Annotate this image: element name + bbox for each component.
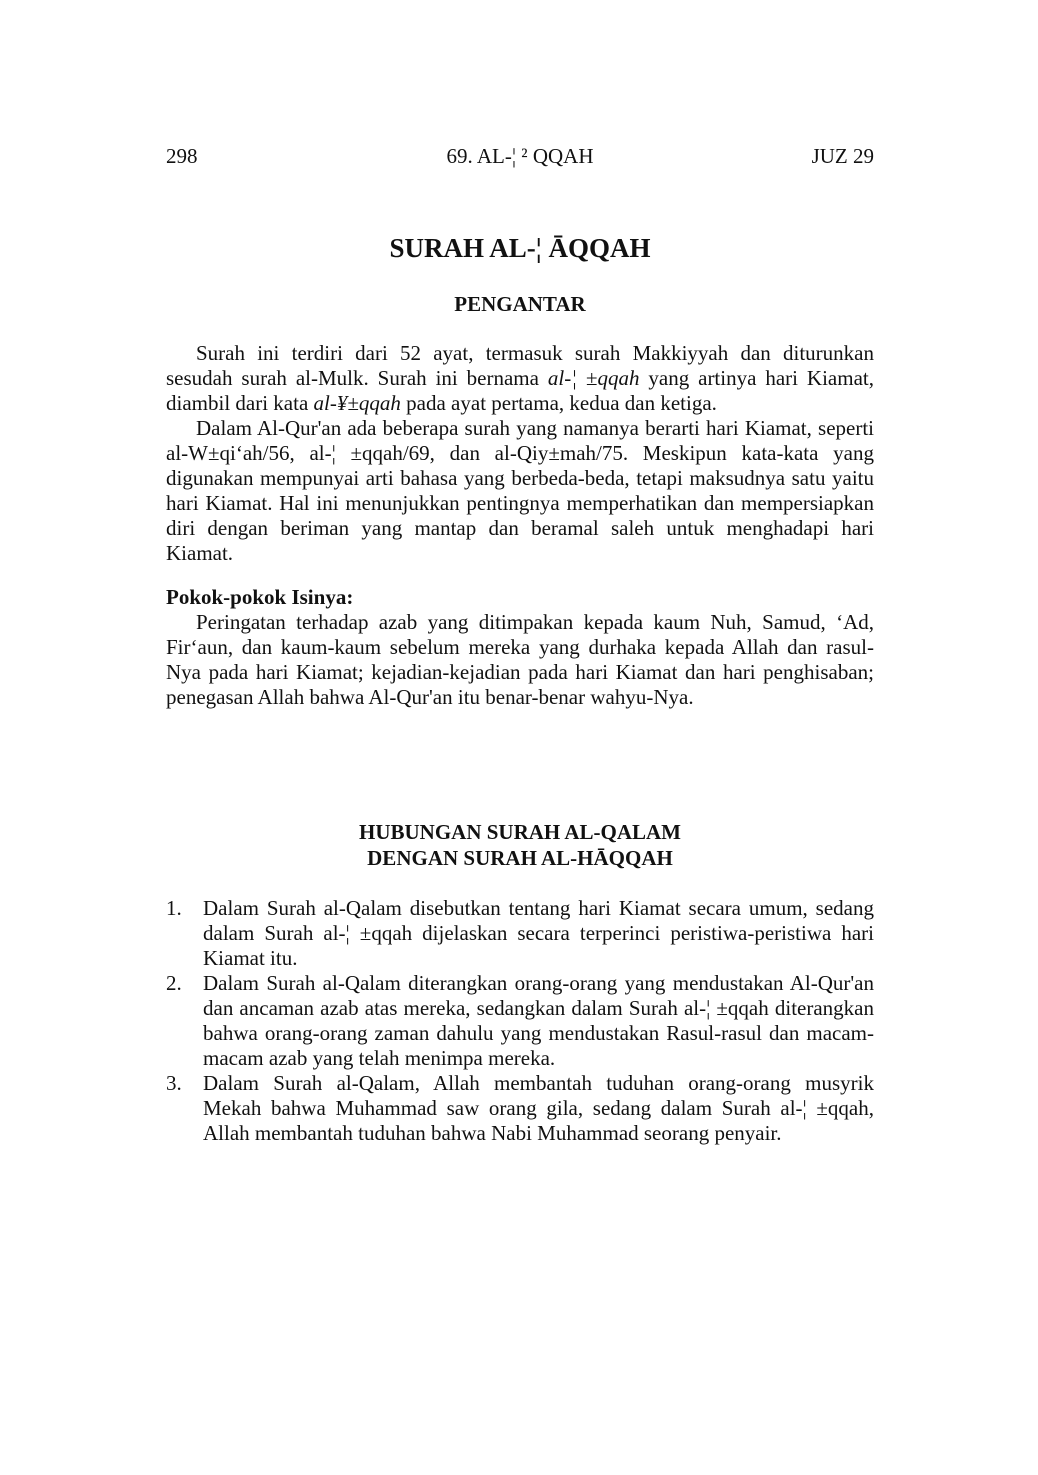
contents-heading: Pokok-pokok Isinya: bbox=[166, 585, 354, 609]
word-italic: al-¥±qqah bbox=[313, 391, 401, 415]
header-page-number: 298 bbox=[166, 144, 198, 168]
relation-list bbox=[166, 896, 874, 1146]
list-item bbox=[166, 896, 874, 971]
intro-section bbox=[166, 341, 874, 710]
page-title: SURAH AL-¦ ĀQQAH bbox=[389, 233, 651, 263]
list-item bbox=[166, 1071, 874, 1146]
intro-paragraph-1: Surah ini terdiri dari 52 ayat, termasuk surah Makkiyyah dan diturunkan sesudah surah al-Mulk. Surah ini bernama al-¦ ±qqah yang artinya hari Kiamat, diambil dari kata al-¥±qqah pada ayat pertama, kedua dan ketiga. bbox=[166, 341, 874, 415]
relation-heading-line-2: DENGAN SURAH AL-HĀQQAH bbox=[367, 846, 673, 870]
section-title-pengantar: PENGANTAR bbox=[454, 292, 586, 316]
relation-heading bbox=[166, 819, 874, 871]
list-item-text: Dalam Surah al-Qalam disebutkan tentang hari Kiamat secara umum, sedang dalam Surah al-¦ ±qqah dijelaskan secara terperinci peristiwa-peristiwa hari Kiamat itu. bbox=[203, 896, 874, 970]
list-item bbox=[166, 971, 874, 1071]
header-surah: 69. AL-¦ ² QQAH bbox=[446, 144, 594, 168]
intro-paragraph-2: Dalam Al-Qur'an ada beberapa surah yang namanya berarti hari Kiamat, seperti al-W±qi‘ah/56, al-¦ ±qqah/69, dan al-Qiy±mah/75. Meskipun kata-kata yang digunakan mempunyai arti bahasa yang berbeda-beda, tetapi maksudnya satu yaitu hari Kiamat. Hal ini menunjukkan pentingnya memperhatikan dan mempersiapkan diri dengan beriman yang mantap dan beramal saleh untuk menghadapi hari Kiamat. bbox=[166, 416, 874, 565]
list-item-text: Dalam Surah al-Qalam diterangkan orang-orang yang mendustakan Al-Qur'an dan ancaman azab atas mereka, sedangkan dalam Surah al-¦ ±qqah diterangkan bahwa orang-orang zaman dahulu yang mendustakan Rasul-rasul dan macam-macam azab yang telah menimpa mereka. bbox=[203, 971, 874, 1070]
relation-heading-line-1: HUBUNGAN SURAH AL-QALAM bbox=[358, 820, 681, 844]
list-item-text: Dalam Surah al-Qalam, Allah membantah tuduhan orang-orang musyrik Mekah bahwa Muhammad saw orang gila, sedang dalam Surah al-¦ ±qqah, Allah membantah tuduhan bahwa Nabi Muhammad seorang penyair. bbox=[203, 1071, 874, 1145]
list-item-number: 2. bbox=[166, 971, 182, 995]
list-item-number: 3. bbox=[166, 1071, 182, 1095]
list-item-number: 1. bbox=[166, 896, 182, 920]
contents-paragraph: Peringatan terhadap azab yang ditimpakan kepada kaum Nuh, Samud, ‘Ad, Fir‘aun, dan kaum-kaum sebelum mereka yang durhaka kepada Allah dan rasul-Nya pada hari Kiamat; kejadian-kejadian pada hari Kiamat dan hari penghisaban; penegasan Allah bahwa Al-Qur'an itu benar-benar wahyu-Nya. bbox=[166, 610, 874, 709]
header-juz: JUZ 29 bbox=[811, 144, 874, 168]
surah-name-italic: al-¦ ±qqah bbox=[547, 366, 640, 390]
running-header bbox=[166, 144, 874, 174]
